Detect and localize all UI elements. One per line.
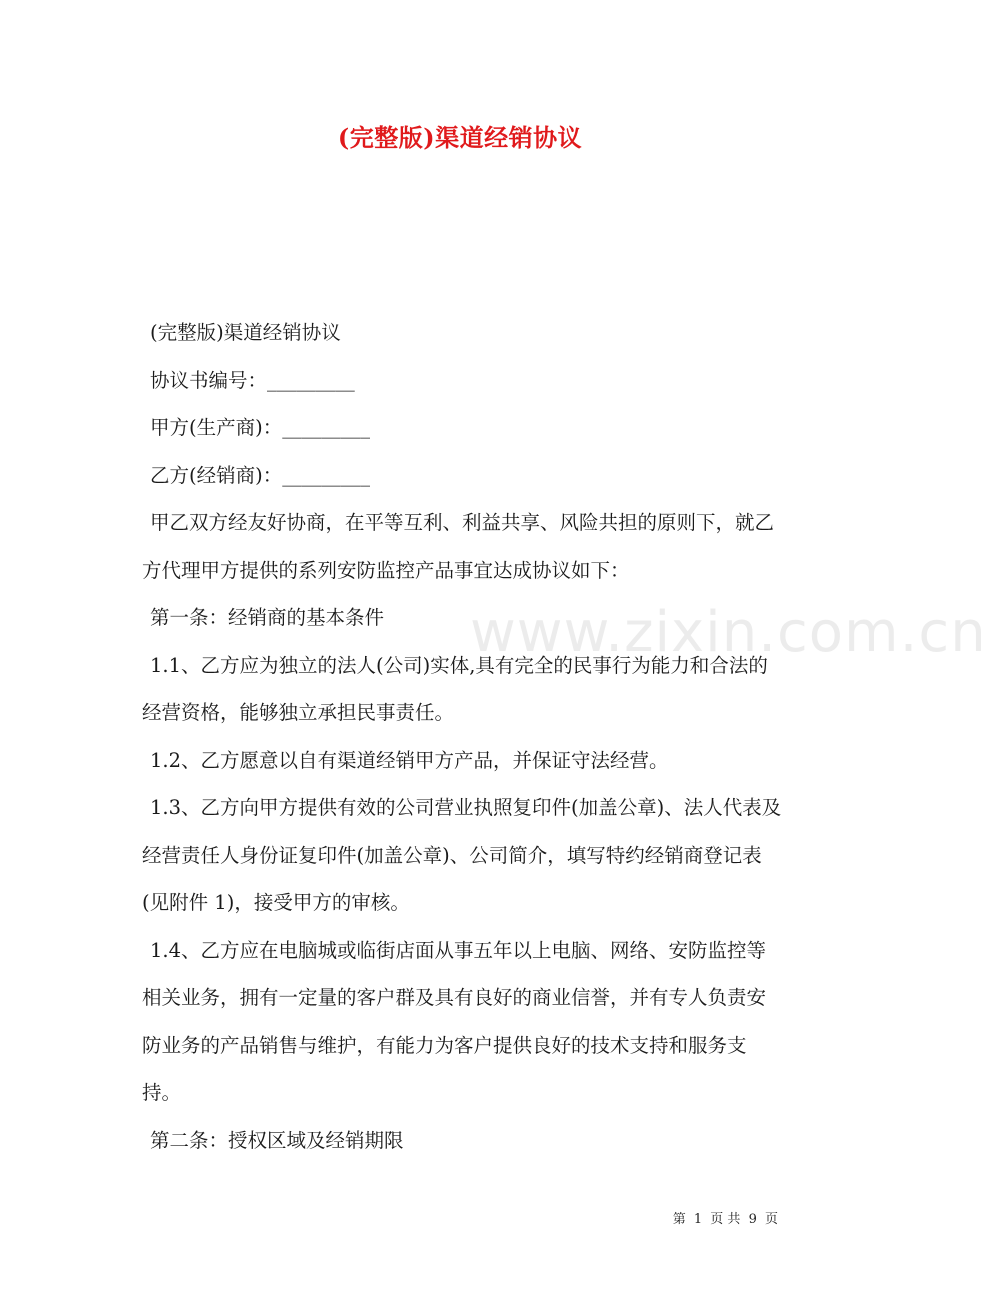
paragraph-party-b: 乙方(经销商)：_________ <box>150 463 370 487</box>
footer-mid: 页 共 <box>710 1212 741 1227</box>
document-body <box>142 309 782 1164</box>
page-footer <box>671 1208 780 1227</box>
paragraph-preamble: 甲乙双方经友好协商，在平等互利、利益共享、风险共担的原则下，就乙方代理甲方提供的系列安防监控产品事宜达成协议如下： <box>142 511 775 582</box>
paragraph-article-2-heading: 第二条：授权区域及经销期限 <box>150 1128 404 1152</box>
paragraph-article-1-heading: 第一条：经销商的基本条件 <box>150 606 385 629</box>
paragraph-agreement-number: 协议书编号：_________ <box>150 368 355 392</box>
paragraph-doc-heading: (完整版)渠道经销协议 <box>150 321 341 344</box>
footer-prefix: 第 <box>672 1212 686 1227</box>
page-title: (完整版)渠道经销协议 <box>337 123 583 152</box>
footer-total-pages: 9 <box>748 1212 757 1227</box>
paragraph-clause-1-3: 1.3、乙方向甲方提供有效的公司营业执照复印件(加盖公章)、法人代表及经营责任人身份证复印件(加盖公章)、公司简介，填写特约经销商登记表(见附件 1)，接受甲方的审核。 <box>142 796 782 914</box>
paragraph-clause-1-1: 1.1、乙方应为独立的法人(公司)实体,具有完全的民事行为能力和合法的经营资格，能够独立承担民事责任。 <box>142 653 768 724</box>
footer-suffix: 页 <box>764 1212 778 1227</box>
paragraph-clause-1-2: 1.2、乙方愿意以自有渠道经销甲方产品，并保证守法经营。 <box>150 748 669 772</box>
watermark: www.zixin.com.cn <box>470 600 987 665</box>
paragraph-clause-1-4: 1.4、乙方应在电脑城或临街店面从事五年以上电脑、网络、安防监控等相关业务，拥有一定量的客户群及具有良好的商业信誉，并有专人负责安防业务的产品销售与维护，有能力为客户提供良好的技术支持和服务支持。 <box>142 938 767 1104</box>
paragraph-party-a: 甲方(生产商)：_________ <box>150 416 370 439</box>
footer-current-page: 1 <box>693 1212 703 1227</box>
